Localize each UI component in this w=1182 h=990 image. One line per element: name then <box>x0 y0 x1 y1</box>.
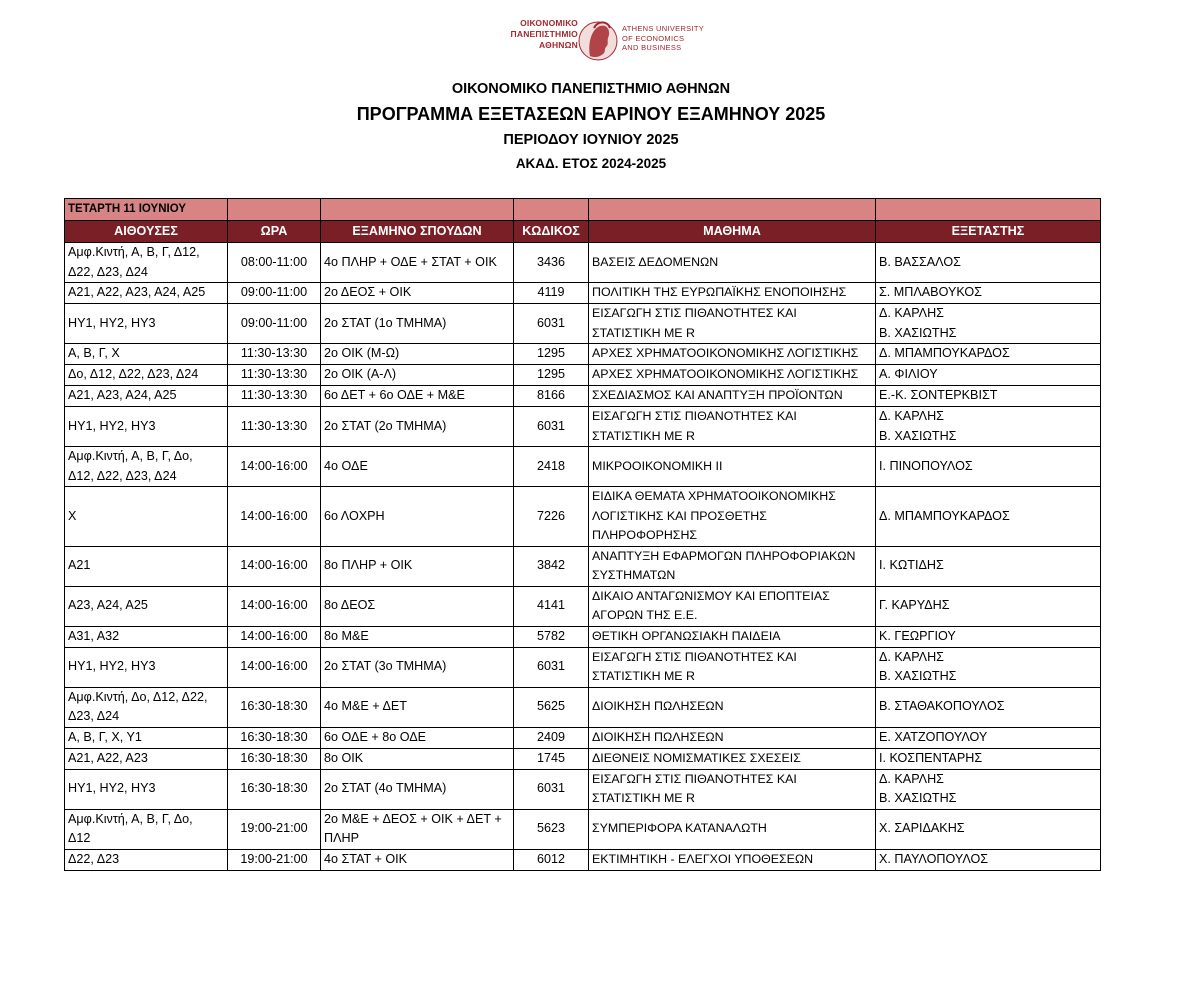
semester-cell <box>321 365 514 386</box>
course-title-line: ΜΙΚΡΟΟΙΚΟΝΟΜΙΚΗ ΙΙ <box>592 458 723 473</box>
rooms-cell <box>65 487 228 547</box>
logo-english-line: ATHENS UNIVERSITY <box>622 24 705 33</box>
semester-line: 2ο ΣΤΑΤ (2ο ΤΜΗΜΑ) <box>324 418 447 433</box>
rooms-cell <box>65 748 228 769</box>
course-title-cell <box>589 304 876 344</box>
semester-line: 4ο ΟΔΕ <box>324 458 368 473</box>
semester-line: 2ο ΔΕΟΣ + ΟΙΚ <box>324 285 412 300</box>
time-cell: 14:00-16:00 <box>228 487 321 547</box>
examiner-cell <box>876 243 1101 283</box>
course-code-cell: 5623 <box>514 809 589 849</box>
table-row <box>65 365 1101 386</box>
course-code-cell: 6031 <box>514 647 589 687</box>
course-title-line: ΔΙΟΙΚΗΣΗ ΠΩΛΗΣΕΩΝ <box>592 699 724 714</box>
semester-cell <box>321 243 514 283</box>
course-title-line: ΑΓΟΡΩΝ ΤΗΣ Ε.Ε. <box>592 608 698 622</box>
course-title-cell <box>589 487 876 547</box>
semester-line: 8ο ΔΕΟΣ <box>324 598 376 613</box>
semester-line: 4ο ΠΛΗΡ + ΟΔΕ + ΣΤΑΤ + ΟΙΚ <box>324 254 497 269</box>
table-row <box>65 344 1101 365</box>
examiner-line: Β. ΧΑΣΙΩΤΗΣ <box>879 669 957 683</box>
examiner-line: Α. ΦΙΛΙΟΥ <box>879 367 938 382</box>
course-code-cell: 1295 <box>514 365 589 386</box>
table-row <box>65 386 1101 407</box>
semester-line: 8ο Μ&Ε <box>324 628 369 643</box>
examiner-line: Δ. ΚΑΡΛΗΣ <box>879 409 944 423</box>
course-title-cell <box>589 386 876 407</box>
time-cell: 16:30-18:30 <box>228 727 321 748</box>
semester-cell <box>321 344 514 365</box>
examiner-cell <box>876 344 1101 365</box>
semester-cell <box>321 809 514 849</box>
table-row <box>65 304 1101 344</box>
course-title-line: ΑΝΑΠΤΥΞΗ ΕΦΑΡΜΟΓΩΝ ΠΛΗΡΟΦΟΡΙΑΚΩΝ <box>592 548 856 563</box>
examiner-cell <box>876 687 1101 727</box>
rooms-cell <box>65 769 228 809</box>
rooms-line: Α21, Α22, Α23 <box>68 750 148 765</box>
semester-cell <box>321 386 514 407</box>
examiner-line: Β. ΧΑΣΙΩΤΗΣ <box>879 428 957 443</box>
examiner-line: Β. ΒΑΣΣΑΛΟΣ <box>879 254 961 269</box>
course-code-cell: 6031 <box>514 769 589 809</box>
day-row-cell <box>876 199 1101 221</box>
course-title-cell <box>589 727 876 748</box>
rooms-cell <box>65 243 228 283</box>
time-cell: 14:00-16:00 <box>228 586 321 626</box>
course-title-cell <box>589 283 876 304</box>
semester-line: 4ο ΣΤΑΤ + ΟΙΚ <box>324 851 408 866</box>
semester-line: 4ο Μ&Ε + ΔΕΤ <box>324 699 407 714</box>
table-row <box>65 809 1101 849</box>
examiner-line: Χ. ΠΑΥΛΟΠΟΥΛΟΣ <box>879 851 989 866</box>
table-row <box>65 546 1101 586</box>
semester-cell <box>321 626 514 647</box>
course-code-cell: 5782 <box>514 626 589 647</box>
table-row <box>65 769 1101 809</box>
course-code-cell: 6031 <box>514 304 589 344</box>
table-row <box>65 447 1101 487</box>
semester-line: 2ο ΣΤΑΤ (4ο ΤΜΗΜΑ) <box>324 781 447 796</box>
table-row <box>65 243 1101 283</box>
logo-english-text <box>622 24 704 53</box>
examiner-cell <box>876 647 1101 687</box>
course-code-cell: 8166 <box>514 386 589 407</box>
column-header-course: ΜΑΘΗΜΑ <box>589 221 876 243</box>
column-header-examiner: ΕΞΕΤΑΣΤΗΣ <box>876 221 1101 243</box>
table-row <box>65 687 1101 727</box>
course-title-line: ΑΡΧΕΣ ΧΡΗΜΑΤΟΟΙΚΟΝΟΜΙΚΗΣ ΛΟΓΙΣΤΙΚΗΣ <box>592 346 859 361</box>
rooms-line: Δ22, Δ23, Δ24 <box>68 264 148 279</box>
rooms-line: Δο, Δ12, Δ22, Δ23, Δ24 <box>68 367 199 382</box>
course-title-cell <box>589 546 876 586</box>
rooms-line: Χ <box>68 508 77 523</box>
table-row <box>65 647 1101 687</box>
rooms-cell <box>65 687 228 727</box>
rooms-line: Α21, Α22, Α23, Α24, Α25 <box>68 285 206 300</box>
semester-cell <box>321 546 514 586</box>
rooms-line: Α, Β, Γ, Χ, Υ1 <box>68 729 142 744</box>
rooms-cell <box>65 647 228 687</box>
course-title-line: ΕΙΔΙΚΑ ΘΕΜΑΤΑ ΧΡΗΜΑΤΟΟΙΚΟΝΟΜΙΚΗΣ <box>592 489 836 503</box>
exam-period: ΠΕΡΙΟΔΟΥ ΙΟΥΝΙΟΥ 2025 <box>503 132 679 148</box>
semester-line: 2ο ΟΙΚ (Μ-Ω) <box>324 346 400 361</box>
academic-year: ΑΚΑΔ. ΕΤΟΣ 2024-2025 <box>515 156 667 171</box>
schedule-body <box>65 243 1101 871</box>
rooms-cell <box>65 386 228 407</box>
examiner-line: Δ. ΜΠΑΜΠΟΥΚΑΡΔΟΣ <box>879 508 1010 523</box>
examiner-cell <box>876 304 1101 344</box>
course-title-cell <box>589 447 876 487</box>
rooms-cell <box>65 626 228 647</box>
course-title-cell <box>589 809 876 849</box>
course-code-cell: 6012 <box>514 849 589 870</box>
course-title-line: ΣΥΜΠΕΡΙΦΟΡΑ ΚΑΤΑΝΑΛΩΤΗ <box>592 821 767 836</box>
course-title-line: ΠΟΛΙΤΙΚΗ ΤΗΣ ΕΥΡΩΠΑΪΚΗΣ ΕΝΟΠΟΙΗΣΗΣ <box>592 285 847 300</box>
rooms-line: Α, Β, Γ, Χ <box>68 346 120 361</box>
column-header-time: ΩΡΑ <box>228 221 321 243</box>
course-code-cell: 1295 <box>514 344 589 365</box>
examiner-cell <box>876 748 1101 769</box>
course-title-line: ΕΙΣΑΓΩΓΗ ΣΤΙΣ ΠΙΘΑΝΟΤΗΤΕΣ ΚΑΙ <box>592 771 797 786</box>
rooms-line: Αμφ.Κιντή, Α, Β, Γ, Δ12, <box>68 245 200 259</box>
semester-line: 2ο ΟΙΚ (Α-Λ) <box>324 367 397 382</box>
course-title-line: ΑΡΧΕΣ ΧΡΗΜΑΤΟΟΙΚΟΝΟΜΙΚΗΣ ΛΟΓΙΣΤΙΚΗΣ <box>592 367 859 382</box>
examiner-cell <box>876 283 1101 304</box>
table-row <box>65 586 1101 626</box>
semester-line: 6ο ΟΔΕ + 8ο ΟΔΕ <box>324 729 427 744</box>
semester-cell <box>321 283 514 304</box>
course-title-line: ΕΚΤΙΜΗΤΙΚΗ - ΕΛΕΓΧΟΙ ΥΠΟΘΕΣΕΩΝ <box>592 851 814 866</box>
time-cell: 16:30-18:30 <box>228 769 321 809</box>
rooms-cell <box>65 727 228 748</box>
course-title-cell <box>589 344 876 365</box>
course-title-cell <box>589 407 876 447</box>
semester-cell <box>321 647 514 687</box>
rooms-line: Δ23, Δ24 <box>68 709 120 723</box>
rooms-cell <box>65 849 228 870</box>
examiner-line: Σ. ΜΠΛΑΒΟΥΚΟΣ <box>879 285 982 300</box>
course-code-cell: 5625 <box>514 687 589 727</box>
logo-greek-text <box>511 18 578 51</box>
rooms-line: ΗΥ1, ΗΥ2, ΗΥ3 <box>68 418 156 433</box>
day-label: ΤΕΤΑΡΤΗ 11 ΙΟΥΝΙΟΥ <box>65 199 228 221</box>
semester-cell <box>321 849 514 870</box>
semester-cell <box>321 687 514 727</box>
logo-english-line: AND BUSINESS <box>622 43 682 52</box>
semester-cell <box>321 586 514 626</box>
rooms-line: Αμφ.Κιντή, Α, Β, Γ, Δο, <box>68 449 193 463</box>
semester-cell <box>321 727 514 748</box>
course-title-cell <box>589 748 876 769</box>
rooms-cell <box>65 365 228 386</box>
day-row-cell <box>321 199 514 221</box>
time-cell: 14:00-16:00 <box>228 626 321 647</box>
day-row-cell <box>228 199 321 221</box>
rooms-line: Δ22, Δ23 <box>68 851 120 866</box>
course-code-cell: 4141 <box>514 586 589 626</box>
time-cell: 19:00-21:00 <box>228 809 321 849</box>
semester-line: 6ο ΛΟΧΡΗ <box>324 508 385 523</box>
exam-schedule-table <box>64 198 1101 871</box>
rooms-line: Α31, Α32 <box>68 628 120 643</box>
time-cell: 16:30-18:30 <box>228 748 321 769</box>
course-title-cell <box>589 365 876 386</box>
time-cell: 14:00-16:00 <box>228 647 321 687</box>
course-title-cell <box>589 586 876 626</box>
examiner-cell <box>876 546 1101 586</box>
table-row <box>65 849 1101 870</box>
semester-line: 2ο ΣΤΑΤ (1ο ΤΜΗΜΑ) <box>324 315 447 330</box>
semester-line: 2ο Μ&Ε + ΔΕΟΣ + ΟΙΚ + ΔΕΤ + <box>324 811 502 826</box>
rooms-line: ΗΥ1, ΗΥ2, ΗΥ3 <box>68 315 156 330</box>
day-row-cell <box>514 199 589 221</box>
course-title-line: ΣΤΑΤΙΣΤΙΚΗ ΜΕ R <box>592 669 695 683</box>
rooms-line: Δ12, Δ22, Δ23, Δ24 <box>68 468 177 483</box>
examiner-line: Δ. ΚΑΡΛΗΣ <box>879 649 944 664</box>
time-cell: 14:00-16:00 <box>228 546 321 586</box>
day-row-cell <box>589 199 876 221</box>
examiner-line: Δ. ΚΑΡΛΗΣ <box>879 771 944 786</box>
rooms-cell <box>65 586 228 626</box>
examiner-line: Γ. ΚΑΡΥΔΗΣ <box>879 598 950 613</box>
column-header-code: ΚΩΔΙΚΟΣ <box>514 221 589 243</box>
rooms-cell <box>65 546 228 586</box>
table-row <box>65 626 1101 647</box>
rooms-line: Αμφ.Κιντή, Α, Β, Γ, Δο, <box>68 811 193 826</box>
course-title-line: ΔΙΚΑΙΟ ΑΝΤΑΓΩΝΙΣΜΟΥ ΚΑΙ ΕΠΟΠΤΕΙΑΣ <box>592 588 830 603</box>
time-cell: 09:00-11:00 <box>228 304 321 344</box>
examiner-line: Ι. ΚΟΣΠΕΝΤΑΡΗΣ <box>879 750 983 765</box>
semester-cell <box>321 407 514 447</box>
course-title-line: ΘΕΤΙΚΗ ΟΡΓΑΝΩΣΙΑΚΗ ΠΑΙΔΕΙΑ <box>592 628 781 643</box>
examiner-cell <box>876 769 1101 809</box>
course-title-cell <box>589 626 876 647</box>
rooms-line: ΗΥ1, ΗΥ2, ΗΥ3 <box>68 781 156 796</box>
course-code-cell: 6031 <box>514 407 589 447</box>
rooms-cell <box>65 283 228 304</box>
examiner-line: Δ. ΜΠΑΜΠΟΥΚΑΡΔΟΣ <box>879 346 1010 361</box>
examiner-cell <box>876 487 1101 547</box>
course-title-line: ΣΤΑΤΙΣΤΙΚΗ ΜΕ R <box>592 325 695 340</box>
rooms-line: Δ12 <box>68 831 91 845</box>
column-header-row <box>65 221 1101 243</box>
time-cell: 19:00-21:00 <box>228 849 321 870</box>
logo-english-line: OF ECONOMICS <box>622 33 685 43</box>
logo-greek-line: ΟΙΚΟΝΟΜΙΚΟ <box>520 18 578 28</box>
examiner-line: Β. ΧΑΣΙΩΤΗΣ <box>879 791 957 805</box>
examiner-cell <box>876 447 1101 487</box>
rooms-line: Α21, Α23, Α24, Α25 <box>68 388 177 403</box>
semester-cell <box>321 748 514 769</box>
rooms-line: Α21 <box>68 558 91 573</box>
semester-cell <box>321 447 514 487</box>
course-code-cell: 1745 <box>514 748 589 769</box>
course-title-line: ΒΑΣΕΙΣ ΔΕΔΟΜΕΝΩΝ <box>592 254 719 269</box>
course-title-cell <box>589 687 876 727</box>
course-code-cell: 3842 <box>514 546 589 586</box>
course-title-line: ΣΥΣΤΗΜΑΤΩΝ <box>592 568 676 582</box>
examiner-cell <box>876 586 1101 626</box>
table-row <box>65 727 1101 748</box>
course-title-line: ΕΙΣΑΓΩΓΗ ΣΤΙΣ ΠΙΘΑΝΟΤΗΤΕΣ ΚΑΙ <box>592 409 797 423</box>
rooms-line: Αμφ.Κιντή, Δο, Δ12, Δ22, <box>68 689 208 704</box>
column-header-rooms: ΑΙΘΟΥΣΕΣ <box>65 221 228 243</box>
semester-line: ΠΛΗΡ <box>324 831 360 845</box>
course-title-line: ΠΛΗΡΟΦΟΡΗΣΗΣ <box>592 528 698 542</box>
time-cell: 16:30-18:30 <box>228 687 321 727</box>
examiner-line: Χ. ΣΑΡΙΔΑΚΗΣ <box>879 821 965 836</box>
semester-cell <box>321 769 514 809</box>
rooms-cell <box>65 809 228 849</box>
course-code-cell: 4119 <box>514 283 589 304</box>
day-row <box>65 199 1101 221</box>
time-cell: 11:30-13:30 <box>228 407 321 447</box>
time-cell: 11:30-13:30 <box>228 344 321 365</box>
rooms-cell <box>65 304 228 344</box>
document-title: ΠΡΟΓΡΑΜΜΑ ΕΞΕΤΑΣΕΩΝ ΕΑΡΙΝΟΥ ΕΞΑΜΗΝΟΥ 2025 <box>356 104 826 124</box>
column-header-semester: ΕΞΑΜΗΝΟ ΣΠΟΥΔΩΝ <box>321 221 514 243</box>
rooms-line: ΗΥ1, ΗΥ2, ΗΥ3 <box>68 659 156 674</box>
rooms-cell <box>65 344 228 365</box>
course-code-cell: 3436 <box>514 243 589 283</box>
examiner-cell <box>876 365 1101 386</box>
time-cell: 11:30-13:30 <box>228 365 321 386</box>
logo-greek-line: ΑΘΗΝΩΝ <box>539 40 578 50</box>
examiner-line: Ι. ΠΙΝΟΠΟΥΛΟΣ <box>879 458 973 473</box>
examiner-line: Ε. ΧΑΤΖΟΠΟΥΛΟΥ <box>879 729 988 744</box>
semester-line: 2ο ΣΤΑΤ (3ο ΤΜΗΜΑ) <box>324 659 447 674</box>
time-cell: 14:00-16:00 <box>228 447 321 487</box>
course-title-line: ΔΙΟΙΚΗΣΗ ΠΩΛΗΣΕΩΝ <box>592 729 724 744</box>
time-cell: 09:00-11:00 <box>228 283 321 304</box>
table-row <box>65 487 1101 547</box>
table-row <box>65 283 1101 304</box>
course-title-line: ΣΤΑΤΙΣΤΙΚΗ ΜΕ R <box>592 428 695 443</box>
course-title-line: ΛΟΓΙΣΤΙΚΗΣ ΚΑΙ ΠΡΟΣΘΕΤΗΣ <box>592 508 767 523</box>
course-title-cell <box>589 243 876 283</box>
rooms-cell <box>65 447 228 487</box>
semester-line: 8ο ΠΛΗΡ + ΟΙΚ <box>324 558 413 573</box>
examiner-line: Β. ΣΤΑΘΑΚΟΠΟΥΛΟΣ <box>879 699 1005 714</box>
examiner-line: Β. ΧΑΣΙΩΤΗΣ <box>879 325 957 340</box>
course-title-line: ΕΙΣΑΓΩΓΗ ΣΤΙΣ ΠΙΘΑΝΟΤΗΤΕΣ ΚΑΙ <box>592 649 797 664</box>
examiner-cell <box>876 386 1101 407</box>
examiner-cell <box>876 727 1101 748</box>
examiner-cell <box>876 849 1101 870</box>
athena-head-icon <box>578 16 618 66</box>
semester-cell <box>321 487 514 547</box>
course-title-line: ΔΙΕΘΝΕΙΣ ΝΟΜΙΣΜΑΤΙΚΕΣ ΣΧΕΣΕΙΣ <box>592 750 801 765</box>
logo-greek-line: ΠΑΝΕΠΙΣΤΗΜΙΟ <box>510 29 578 39</box>
course-title-cell <box>589 769 876 809</box>
university-logo <box>484 14 708 70</box>
examiner-cell <box>876 809 1101 849</box>
course-title-line: ΣΧΕΔΙΑΣΜΟΣ ΚΑΙ ΑΝΑΠΤΥΞΗ ΠΡΟΪΟΝΤΩΝ <box>592 388 843 403</box>
course-code-cell: 7226 <box>514 487 589 547</box>
examiner-line: Κ. ΓΕΩΡΓΙΟΥ <box>879 628 956 643</box>
course-title-cell <box>589 647 876 687</box>
examiner-line: Ι. ΚΩΤΙΔΗΣ <box>879 558 944 573</box>
semester-cell <box>321 304 514 344</box>
course-title-line: ΣΤΑΤΙΣΤΙΚΗ ΜΕ R <box>592 791 695 805</box>
rooms-line: Α23, Α24, Α25 <box>68 598 148 613</box>
semester-line: 8ο ΟΙΚ <box>324 750 364 765</box>
time-cell: 11:30-13:30 <box>228 386 321 407</box>
time-cell: 08:00-11:00 <box>228 243 321 283</box>
course-title-cell <box>589 849 876 870</box>
examiner-cell <box>876 626 1101 647</box>
table-row <box>65 748 1101 769</box>
rooms-cell <box>65 407 228 447</box>
examiner-line: Ε.-Κ. ΣΟΝΤΕΡΚΒΙΣΤ <box>879 388 998 403</box>
course-code-cell: 2409 <box>514 727 589 748</box>
semester-line: 6ο ΔΕΤ + 6ο ΟΔΕ + Μ&Ε <box>324 388 465 403</box>
course-title-line: ΕΙΣΑΓΩΓΗ ΣΤΙΣ ΠΙΘΑΝΟΤΗΤΕΣ ΚΑΙ <box>592 306 797 320</box>
table-row <box>65 407 1101 447</box>
examiner-cell <box>876 407 1101 447</box>
university-name: ΟΙΚΟΝΟΜΙΚΟ ΠΑΝΕΠΙΣΤΗΜΙΟ ΑΘΗΝΩΝ <box>451 81 731 97</box>
examiner-line: Δ. ΚΑΡΛΗΣ <box>879 306 944 320</box>
course-code-cell: 2418 <box>514 447 589 487</box>
